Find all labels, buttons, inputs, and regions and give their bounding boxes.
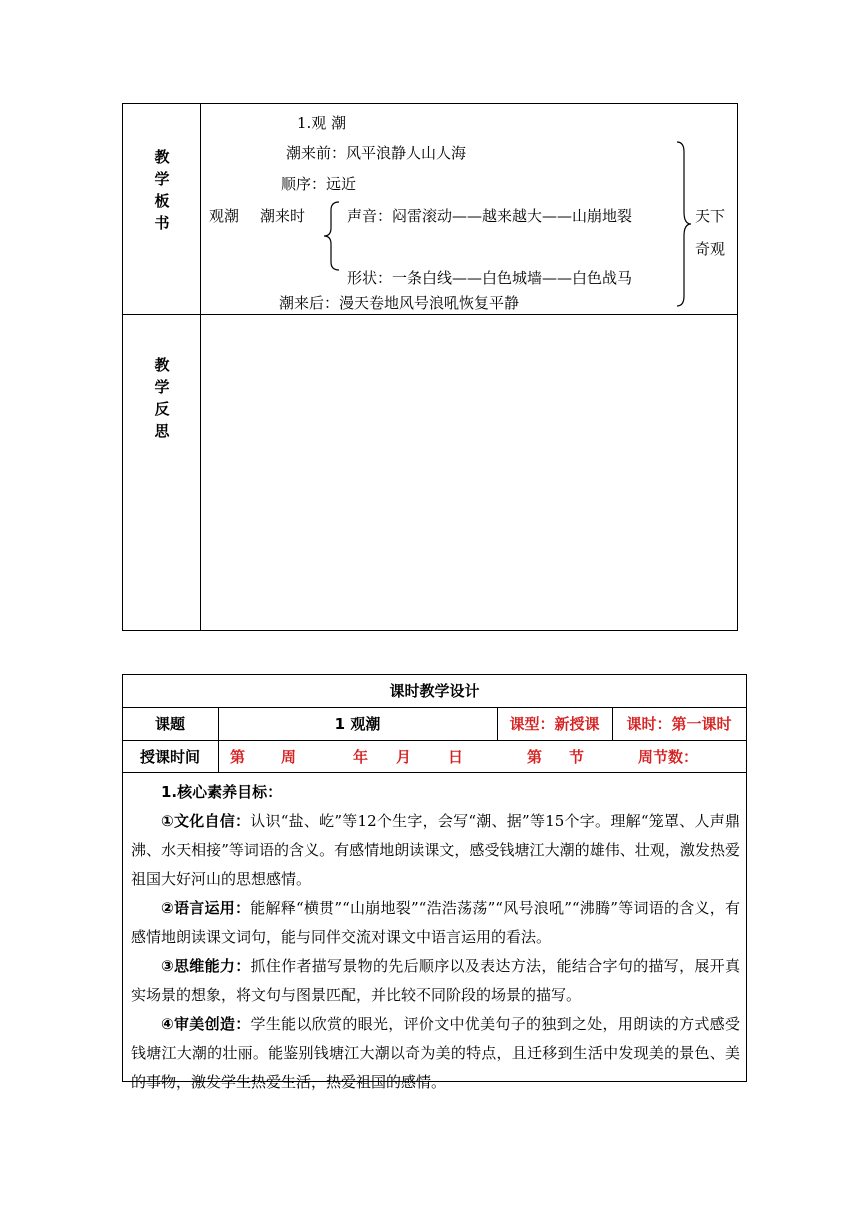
- board-shape: 形状：一条白线——白色城墙——白色战马: [347, 269, 633, 287]
- board-left-a: 观潮: [209, 207, 240, 225]
- objective-1-label: ①文化自信：: [161, 812, 251, 830]
- lesson-title: 课时教学设计: [389, 682, 480, 700]
- board-before: 潮来前：风平浪静人山人海: [286, 144, 467, 162]
- lesson-period: 课时：第一课时: [626, 715, 732, 733]
- objective-1-text: 认识“盐、屹”等12个生字，会写“潮、据”等15个字。理解“笼罩、人声鼎沸、水天相接”等词语的含义。有感情地朗读课文，感受钱塘江大潮的雄伟、壮观，激发热爱祖国大好河山的思想感情。: [131, 812, 740, 888]
- board-right-b: 奇观: [695, 240, 726, 258]
- board-order: 顺序：远近: [281, 175, 357, 193]
- objective-4-label: ④审美创造：: [161, 1015, 251, 1033]
- objective-4-text: 学生能以欣赏的眼光，评价文中优美句子的独到之处，用朗读的方式感受钱塘江大潮的壮丽。能鉴别钱塘江大潮以奇为美的特点，且迁移到生活中发现美的景色、美的事物，激发学生热爱生活，热爱祖国的感情。: [131, 1015, 740, 1091]
- reflection-label: 教学反思: [154, 356, 170, 440]
- lesson-type: 课型：新授课: [509, 715, 600, 733]
- objective-4: [131, 1010, 740, 1097]
- time-di2: 第: [527, 748, 543, 766]
- objective-1: [131, 807, 740, 894]
- time-di: 第: [230, 748, 246, 766]
- objective-3: [131, 952, 740, 1010]
- time-label: 授课时间: [139, 748, 200, 766]
- time-jie: 节: [569, 748, 585, 766]
- objective-3-label: ③思维能力：: [161, 957, 251, 975]
- board-sound: 声音：闷雷滚动——越来越大——山崩地裂: [347, 207, 633, 225]
- time-week-count: 周节数：: [638, 748, 699, 766]
- time-nian: 年: [353, 748, 369, 766]
- board-right-a: 天下: [695, 207, 726, 225]
- objective-2-label: ②语言运用：: [161, 899, 251, 917]
- board-label: 教学板书: [154, 148, 170, 232]
- topic-label: 课题: [154, 715, 185, 733]
- board-after: 潮来后：漫天卷地风号浪吼恢复平静: [279, 294, 520, 312]
- left-brace-icon: [321, 200, 343, 272]
- topic-value: 1 观潮: [334, 715, 381, 733]
- objectives-heading: 1.核心素养目标：: [161, 783, 283, 801]
- time-yue: 月: [396, 748, 412, 766]
- board-left-b: 潮来时: [260, 207, 306, 225]
- objective-2-text: 能解释“横贯”“山崩地裂”“浩浩荡荡”“风号浪吼”“沸腾”等词语的含义，有感情地朗读课文词句，能与同伴交流对课文中语言运用的看法。: [131, 899, 740, 946]
- board-heading: 1.观 潮: [297, 114, 347, 132]
- objective-2: [131, 894, 740, 952]
- time-ri: 日: [448, 748, 464, 766]
- objective-3-text: 抓住作者描写景物的先后顺序以及表达方法，能结合字句的描写，展开真实场景的想象，将文句与图景匹配，并比较不同阶段的场景的描写。: [131, 957, 740, 1004]
- time-zhou: 周: [281, 748, 297, 766]
- right-brace-icon: [675, 140, 693, 308]
